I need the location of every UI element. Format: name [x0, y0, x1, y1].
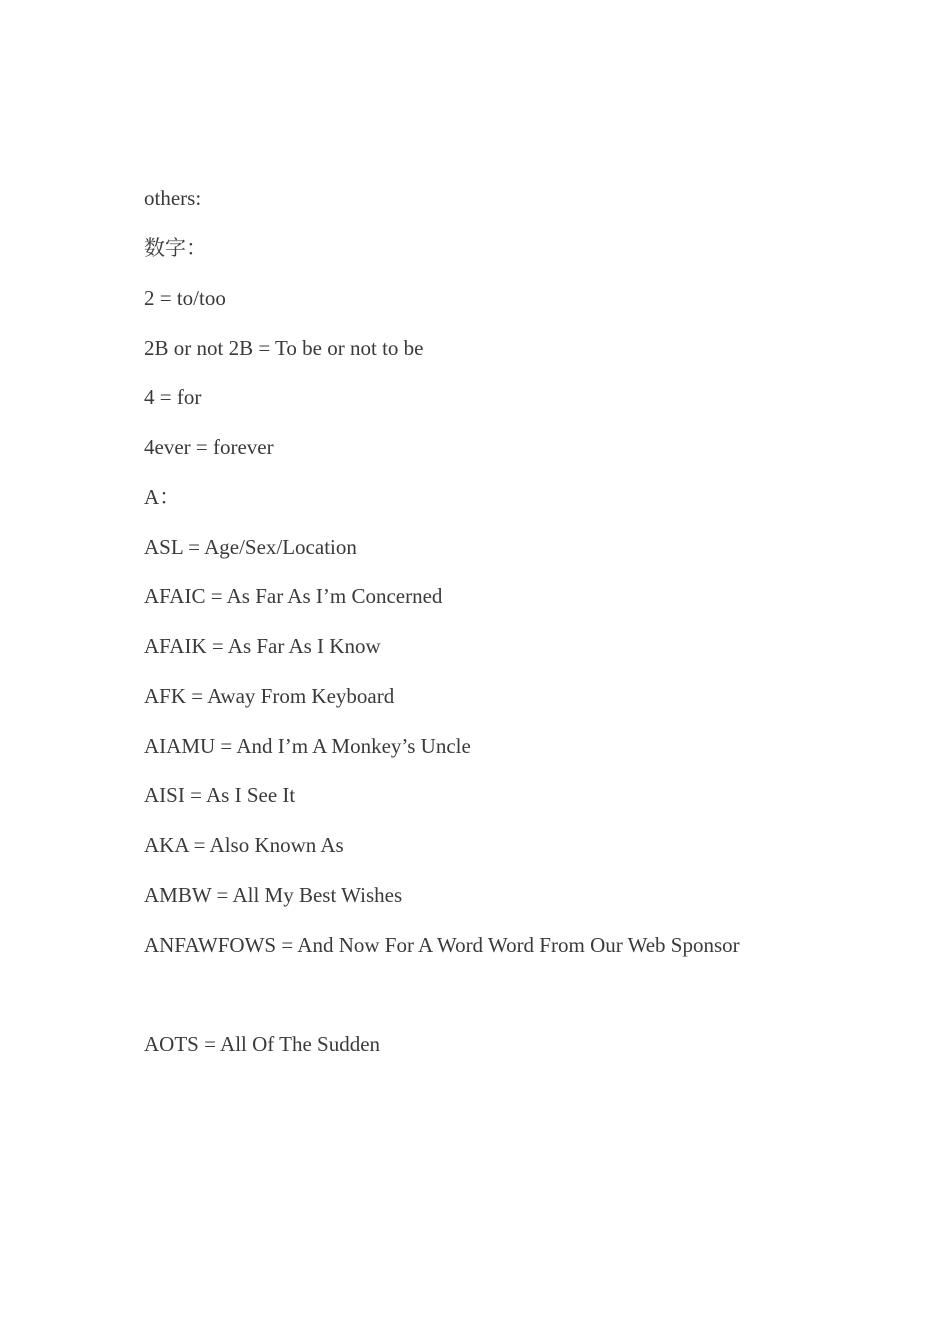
abbreviation-entry: ASL = Age/Sex/Location [144, 535, 357, 559]
abbreviation-entry: AOTS = All Of The Sudden [144, 1032, 381, 1056]
abbreviation-entry: AFAIK = As Far As I Know [144, 634, 381, 658]
section-heading-a: A： [144, 485, 181, 509]
abbreviation-entry: AFAIC = As Far As I’m Concerned [144, 584, 443, 608]
abbreviation-entry: 2 = to/too [144, 286, 226, 310]
abbreviation-entry: AFK = Away From Keyboard [144, 684, 395, 708]
abbreviation-entry: AISI = As I See It [144, 783, 296, 807]
abbreviation-entry: 2B or not 2B = To be or not to be [144, 336, 424, 360]
abbreviation-entry: AIAMU = And I’m A Monkey’s Uncle [144, 734, 471, 758]
abbreviation-entry: AKA = Also Known As [144, 833, 344, 857]
section-heading-others: others: [144, 186, 202, 210]
abbreviation-entry: AMBW = All My Best Wishes [144, 883, 403, 907]
abbreviation-entry: 4ever = forever [144, 435, 274, 459]
abbreviation-entry: 4 = for [144, 385, 202, 409]
abbreviation-entry: ANFAWFOWS = And Now For A Word Word From Our Web Sponsor [144, 933, 740, 957]
section-heading-numbers: 数字： [144, 236, 207, 260]
